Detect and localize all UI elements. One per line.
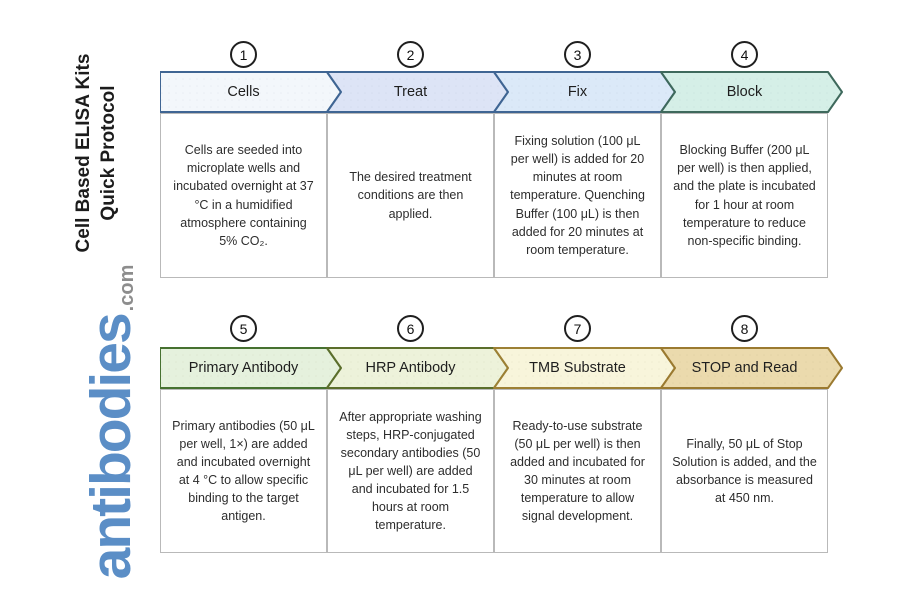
step-label-text: Treat <box>393 84 428 100</box>
step-number-badge <box>731 41 758 68</box>
step-number: 7 <box>573 320 582 337</box>
step-label-text: STOP and Read <box>691 360 798 376</box>
step-description: Cells are seeded into microplate wells and incubated overnight at 37 °C in a humidified atmosphere containing 5% CO₂. <box>173 143 314 248</box>
step-description: After appropriate washing steps, HRP-conjugated secondary antibodies (50 μL per well) are added and incubated for 1.5 hours at room temperature. <box>339 409 482 533</box>
step-description-box <box>327 389 494 553</box>
step-arrow-texture <box>494 72 675 112</box>
step-number-badge <box>230 315 257 342</box>
step-number-badge <box>397 315 424 342</box>
step-label-text: Cells <box>227 84 260 100</box>
brand-logo-suffix: .com <box>116 264 138 312</box>
step-description: Finally, 50 μL of Stop Solution is added, and the absorbance is measured at 450 nm. <box>672 436 817 506</box>
step-number: 8 <box>740 320 749 337</box>
step-label-text: Primary Antibody <box>188 360 299 376</box>
step-arrow-texture <box>160 348 341 388</box>
step-description-box <box>160 113 327 278</box>
step-arrow-texture <box>327 348 508 388</box>
step-arrow-texture <box>494 348 675 388</box>
step-label-text: TMB Substrate <box>529 360 626 376</box>
step-arrow-texture <box>661 72 842 112</box>
step-description: Ready-to-use substrate (50 μL per well) is then added and incubated for 30 minutes at room temperature to allow signal development. <box>510 418 645 524</box>
step-number-badge <box>230 41 257 68</box>
step-number: 4 <box>740 46 749 63</box>
step-number: 5 <box>239 320 248 337</box>
step-number-badge <box>397 41 424 68</box>
step-number-badge <box>564 41 591 68</box>
page-title-line2: Quick Protocol <box>98 85 119 221</box>
step-description-box <box>494 113 661 278</box>
step-number-badge <box>564 315 591 342</box>
step-number: 6 <box>406 320 415 337</box>
step-arrow-texture <box>160 72 341 112</box>
step-description: Primary antibodies (50 μL per well, 1×) are added and incubated overnight at 4 °C to allow specific binding to the target antigen. <box>172 418 315 524</box>
step-number: 3 <box>573 46 582 63</box>
step-arrow-texture <box>327 72 508 112</box>
brand-logo <box>60 264 143 580</box>
page-title <box>71 38 123 268</box>
step-arrow-row-2 <box>160 346 850 390</box>
step-label-text: HRP Antibody <box>365 360 456 376</box>
step-number-badge <box>731 315 758 342</box>
brand-logo-text: antibodies <box>79 314 143 580</box>
step-description: Fixing solution (100 μL per well) is added for 20 minutes at room temperature. Quenching Buffer (100 μL) is then added for 20 minutes at room temperature. <box>510 134 645 257</box>
step-description-box <box>661 389 828 553</box>
step-arrow-row-1 <box>160 70 850 114</box>
step-description-box <box>327 113 494 278</box>
step-description-box <box>160 389 327 553</box>
step-number: 2 <box>406 46 415 63</box>
step-label-text: Block <box>726 84 763 100</box>
step-arrow-texture <box>661 348 842 388</box>
step-description-box <box>661 113 828 278</box>
step-number: 1 <box>239 46 248 63</box>
step-description-box <box>494 389 661 553</box>
step-description: Blocking Buffer (200 μL per well) is then applied, and the plate is incubated for 1 hour at room temperature to reduce non-specific binding. <box>673 143 816 248</box>
step-description: The desired treatment conditions are then applied. <box>349 170 472 221</box>
page-title-line1: Cell Based ELISA Kits <box>73 53 94 253</box>
step-label-text: Fix <box>567 84 588 100</box>
